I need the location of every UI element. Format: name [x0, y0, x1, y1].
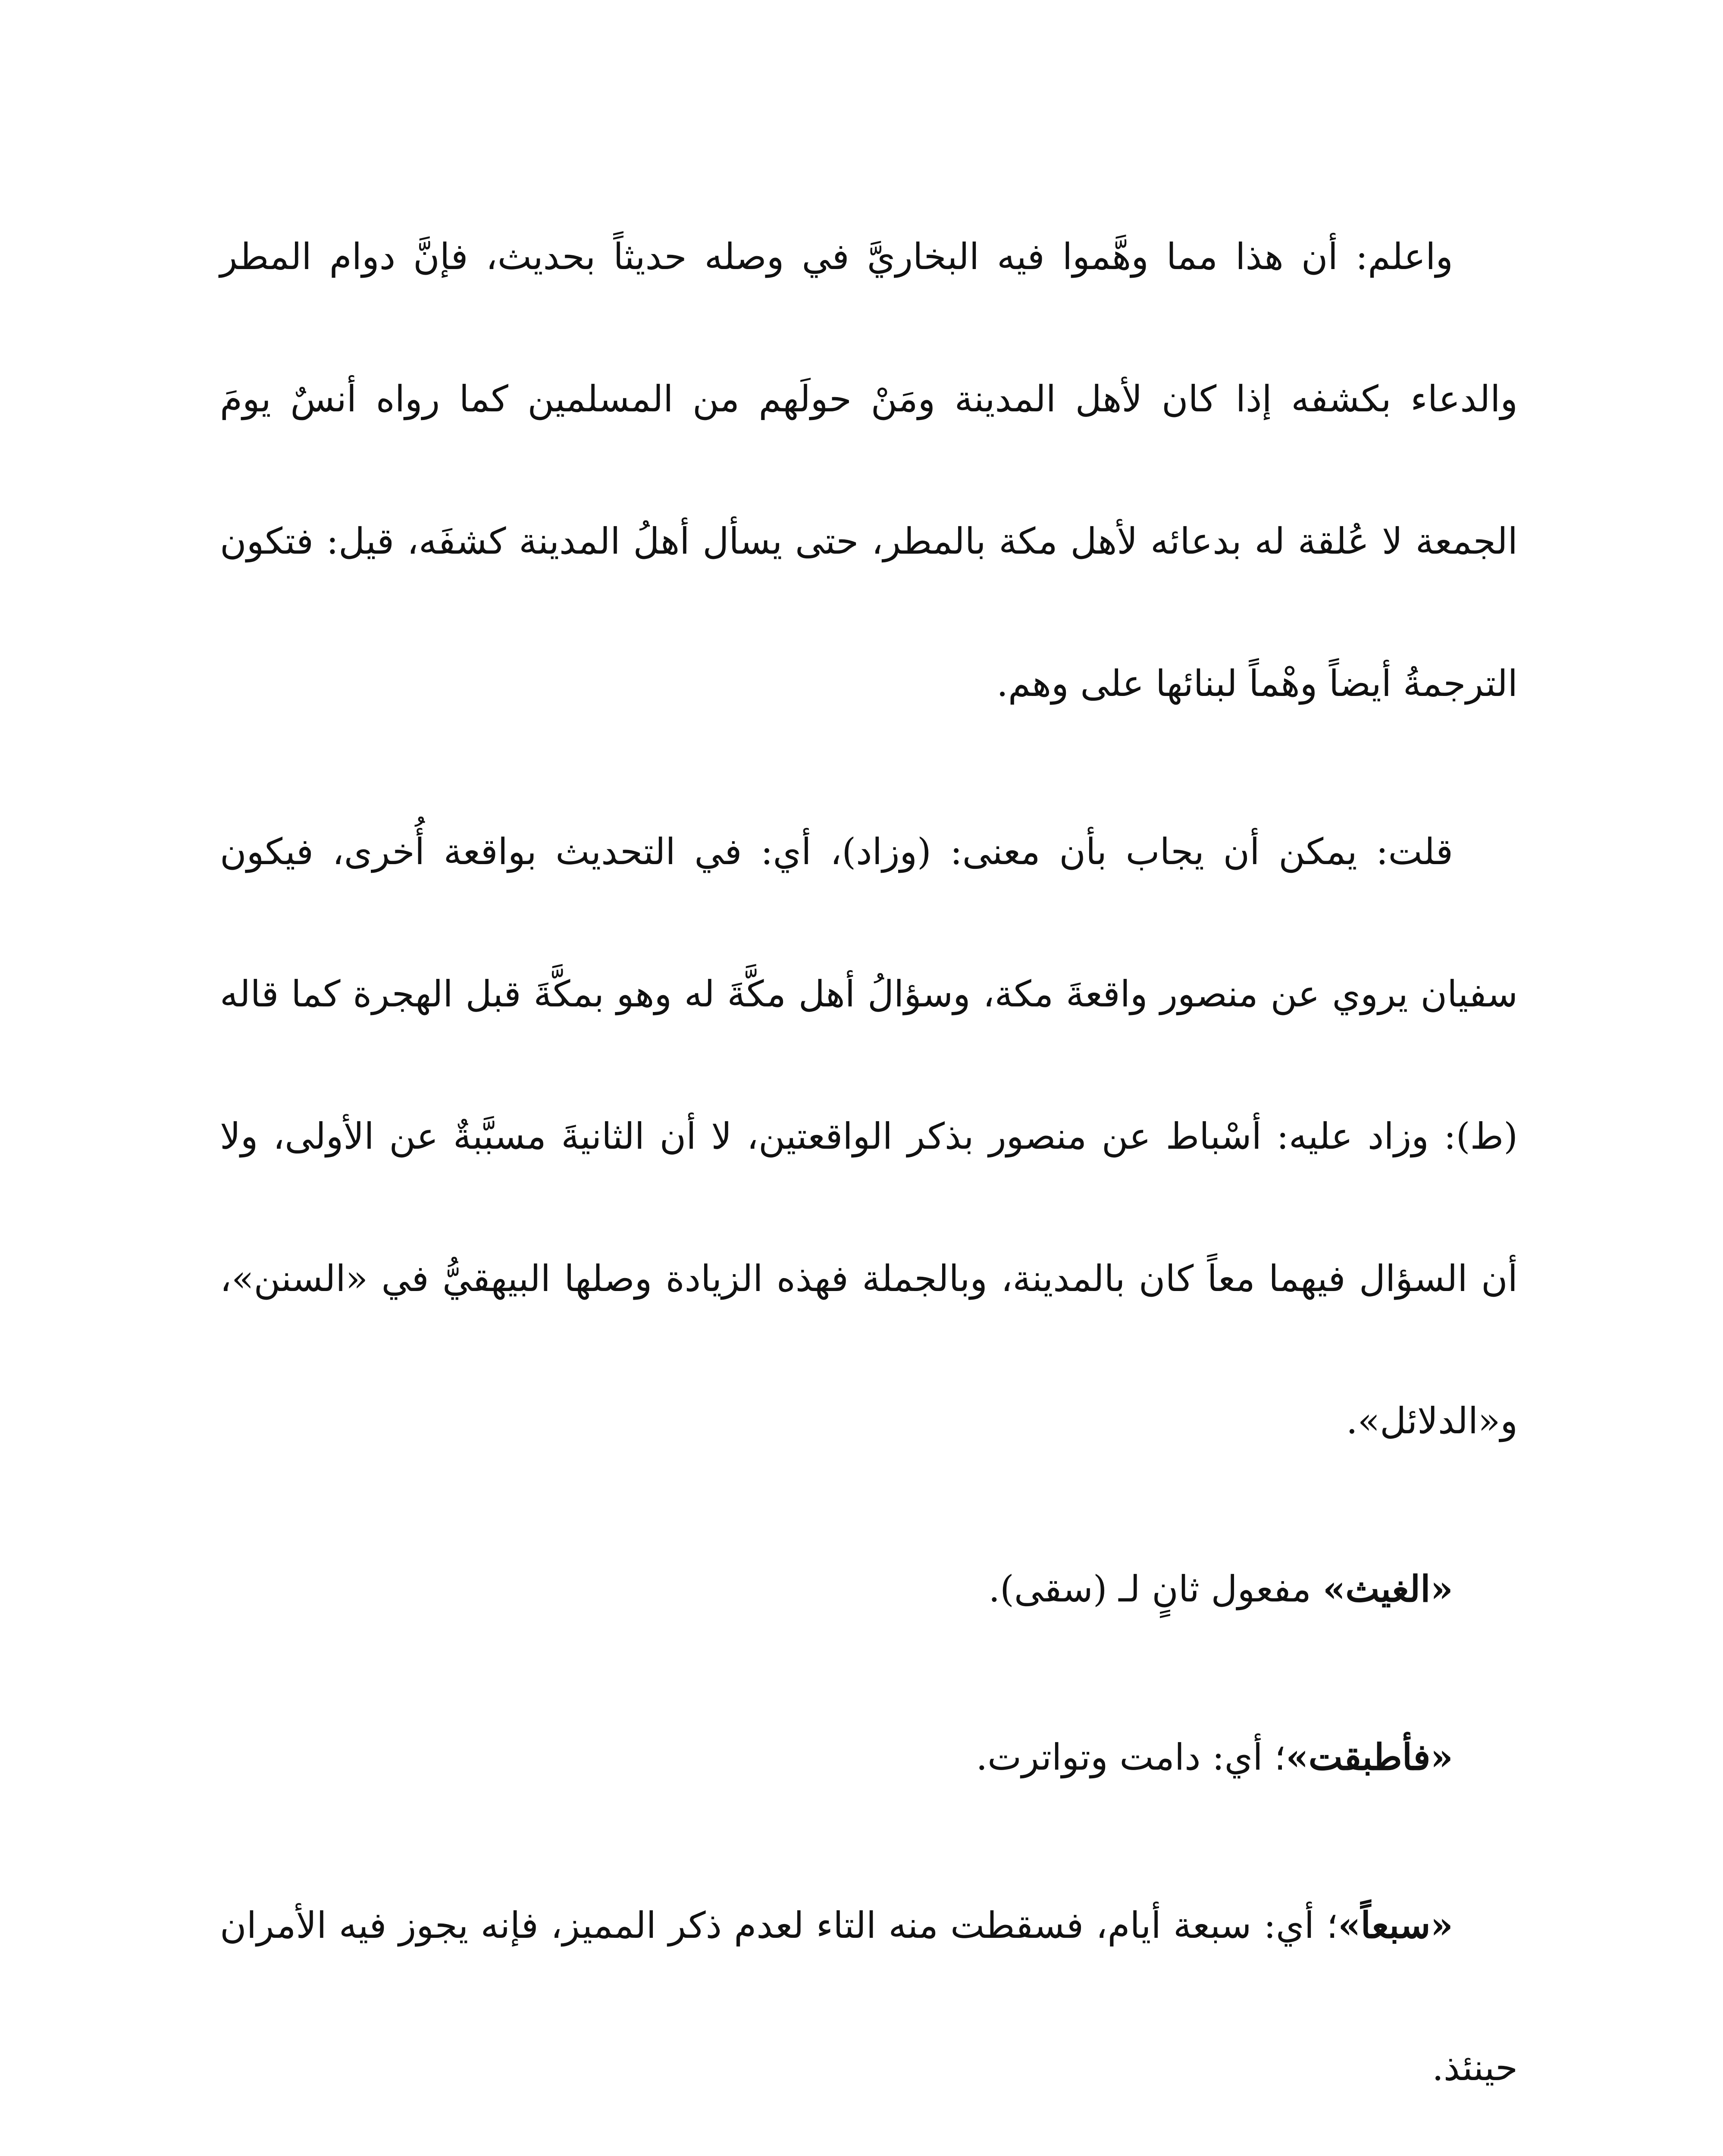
- paragraph-4-term: «فأطبقت»: [1286, 1736, 1453, 1778]
- paragraph-4: [220, 1686, 1518, 1828]
- paragraph-5-term: «سبعاً»: [1338, 1904, 1453, 1946]
- paragraph-3-term: «الغيث»: [1322, 1567, 1453, 1610]
- paragraph-5: [220, 1854, 1518, 2139]
- paragraph-3-text: مفعول ثانٍ لـ (سقى).: [988, 1568, 1323, 1610]
- paragraph-4-text: ؛ أي: دامت وتواترت.: [976, 1736, 1286, 1778]
- paragraph-5-text: ؛ أي: سبعة أيام، فسقطت منه التاء لعدم ذكر المميز، فإنه يجوز فيه الأمران حينئذ.: [220, 1904, 1518, 2089]
- paragraph-1-text: واعلم: أن هذا مما وهَّموا فيه البخاريَّ في وصله حديثاً بحديث، فإنَّ دوام المطر والدعاء بكشفه إذا كان لأهل المدينة ومَنْ حولَهم من المسلمين كما رواه أنسٌ يومَ الجمعة لا عُلقة له بدعائه لأهل مكة بالمطر، حتى يسأل أهلُ المدينة كشفَه، قيل: فتكون الترجمةُ أيضاً وهْماً لبنائها على وهم.: [220, 235, 1518, 705]
- paragraph-2: [220, 780, 1518, 1492]
- paragraph-3: [220, 1518, 1518, 1660]
- body-text: [220, 185, 1518, 2156]
- paragraph-2-text: قلت: يمكن أن يجاب بأن معنى: (وزاد)، أي: في التحديث بواقعة أُخرى، فيكون سفيان يروي عن منصور واقعةَ مكة، وسؤالُ أهل مكَّةَ له وهو بمكَّةَ قبل الهجرة كما قاله (ط): وزاد عليه: أسْباط عن منصور بذكر الواقعتين، لا أن الثانيةَ مسبَّبةٌ عن الأولى، ولا أن السؤال فيهما معاً كان بالمدينة، وبالجملة فهذه الزيادة وصلها البيهقيُّ في «السنن»، و«الدلائل».: [220, 830, 1518, 1442]
- paragraph-1: [220, 185, 1518, 755]
